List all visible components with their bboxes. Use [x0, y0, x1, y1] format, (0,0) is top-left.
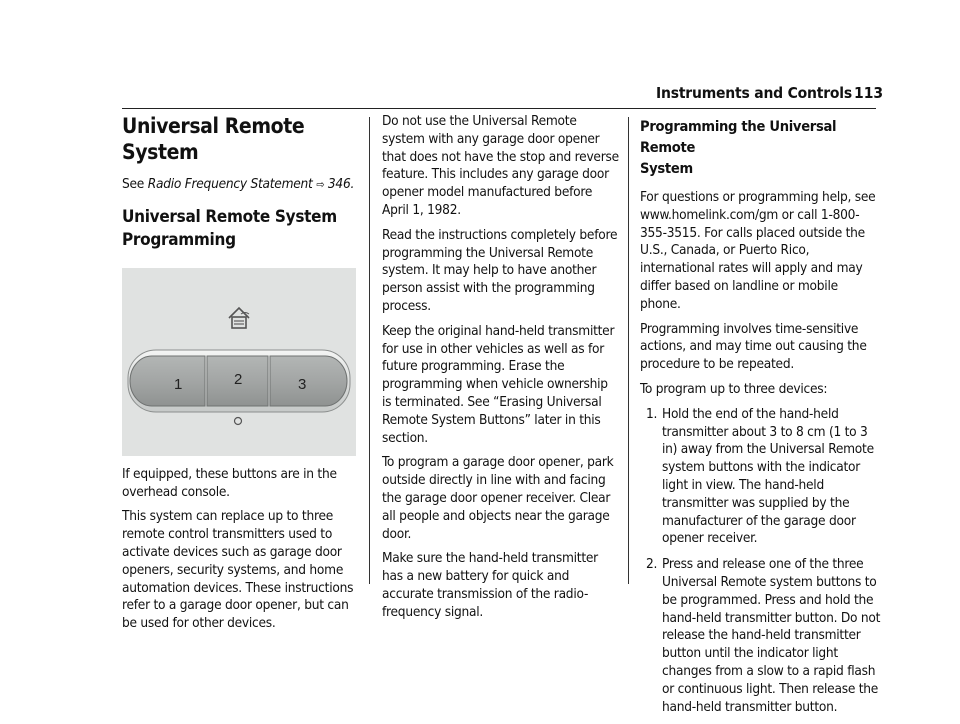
page-title: Universal Remote System: [122, 114, 305, 164]
subsection-heading-line1: Programming the Universal Remote: [640, 118, 837, 156]
see-prefix: See: [122, 176, 148, 192]
garage-door-icon: [229, 308, 249, 328]
page-arrow-icon: ⇨: [316, 178, 325, 191]
paragraph: Programming involves time-sensitive actions, and may time out causing the procedure to be repeated.: [640, 320, 867, 373]
paragraph: If equipped, these buttons are in the overhead console.: [122, 465, 337, 500]
see-reference: [122, 176, 358, 194]
section-heading-line1: Universal Remote System: [122, 206, 337, 227]
list-item: [640, 556, 882, 716]
see-page: 346.: [324, 176, 355, 192]
page-number: 113: [854, 84, 884, 102]
step-number: 1.: [646, 405, 658, 422]
button-3-label: 3: [298, 375, 307, 393]
column-2: [382, 113, 620, 629]
paragraph: This system can replace up to three remote control transmitters used to activate devices such as garage door openers, security systems, and home automation devices. These instructions refer to a garage door opener, but can be used for other devices.: [122, 508, 354, 632]
list-item: [640, 406, 882, 548]
column-divider-1: [369, 117, 370, 584]
column-divider-2: [628, 117, 629, 584]
section-heading-line2: Programming: [122, 229, 236, 250]
button-1[interactable]: [130, 356, 205, 406]
button-2-label: 2: [234, 370, 243, 388]
button-1-label: 1: [174, 375, 183, 393]
step-text: Hold the end of the hand-held transmitter about 3 to 8 cm (1 to 3 in) away from the Universal Remote system buttons with the indicator light in view. The hand-held transmitter was supplied by the manufacturer of the garage door opener receiver.: [662, 405, 874, 547]
indicator-light-icon: [235, 417, 242, 424]
header-rule: [122, 108, 876, 109]
universal-remote-figure: [122, 268, 356, 456]
column-3: [640, 116, 882, 724]
subsection-heading-line2: System: [640, 160, 693, 177]
paragraph: For questions or programming help, see www.homelink.com/gm or call 1-800-355-3515. For calls placed outside the U.S., Canada, or Puerto Rico, international rates will apply and may differ based on landline or mobile phone.: [640, 189, 876, 312]
step-text: Press and release one of the three Universal Remote system buttons to be programmed. Press and hold the hand-held transmitter button. Do not release the hand-held transmitter button until the indicator light changes from a slow to a rapid flash or continuous light. Then release the hand-held transmitter button.: [662, 556, 881, 715]
paragraph: To program up to three devices:: [640, 380, 828, 397]
button-3[interactable]: [270, 356, 347, 406]
subsection-heading: [640, 116, 882, 179]
steps-list: [640, 406, 882, 717]
paragraph: Read the instructions completely before programming the Universal Remote system. It may help to have another person assist with the programming process.: [382, 226, 618, 314]
section-title: Instruments and Controls: [656, 84, 852, 102]
paragraph: Make sure the hand-held transmitter has a new battery for quick and accurate transmission of the radio-frequency signal.: [382, 550, 598, 620]
paragraph: Do not use the Universal Remote system with any garage door opener that does not have the stop and reverse feature. This includes any garage door opener model manufactured before April 1, 1982.: [382, 113, 619, 218]
step-number: 2.: [646, 556, 658, 573]
remote-buttons-illustration: [122, 268, 356, 456]
section-heading: [122, 206, 358, 252]
paragraph: Keep the original hand-held transmitter for use in other vehicles as well as for future programming. Erase the programming when vehicle ownership is terminated. See “Erasing Universal Remote System Buttons” later in this section.: [382, 322, 615, 446]
paragraph: To program a garage door opener, park outside directly in line with and facing the garage door opener receiver. Clear all people and objects near the garage door.: [382, 454, 614, 542]
column-1: [122, 113, 358, 640]
see-reference-link[interactable]: Radio Frequency Statement: [147, 176, 313, 192]
